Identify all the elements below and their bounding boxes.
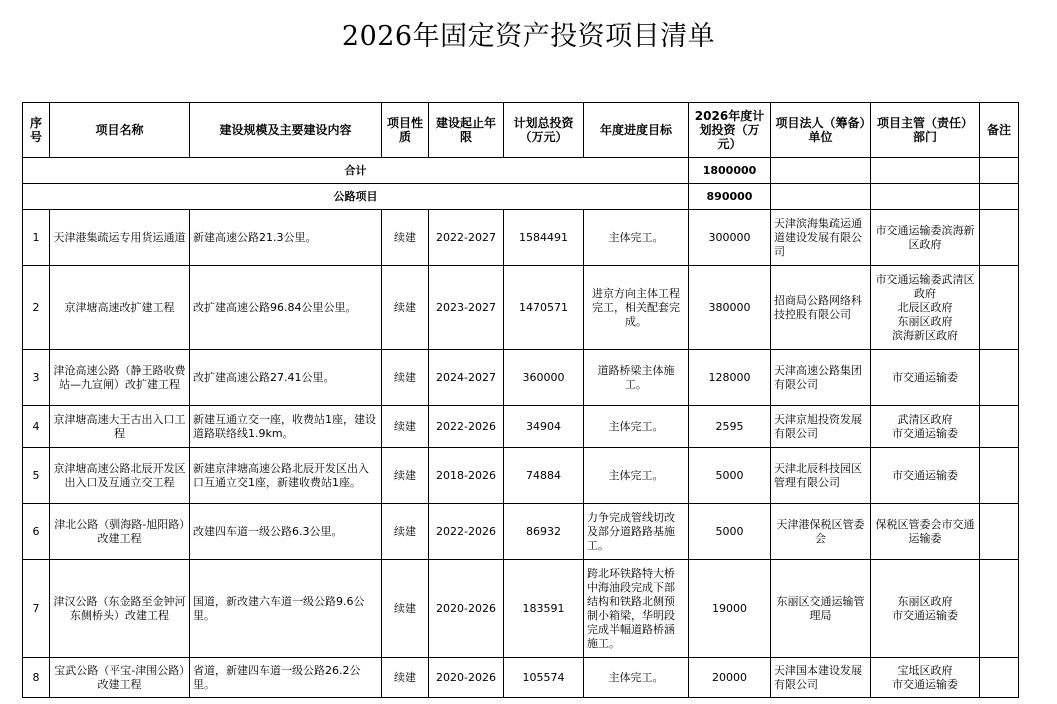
cell-dept: 市交通运输委滨海新区政府 xyxy=(871,210,980,266)
table-row xyxy=(23,560,1019,658)
cell-dept: 宝坻区政府 市交通运输委 xyxy=(871,658,980,698)
cell-total: 86932 xyxy=(504,504,584,560)
cell-owner: 天津国本建设发展有限公司 xyxy=(771,658,871,698)
cell-period: 2023-2027 xyxy=(429,266,504,350)
cell-owner: 天津港保税区管委会 xyxy=(771,504,871,560)
col-header-total: 计划总投资（万元） xyxy=(504,103,584,158)
cell-scale: 省道，新建四车道一级公路26.2公里。 xyxy=(190,658,382,698)
col-header-nature: 项目性质 xyxy=(382,103,429,158)
table-row xyxy=(23,658,1019,698)
cell-owner: 招商局公路网络科技控股有限公司 xyxy=(771,266,871,350)
cell-period: 2022-2027 xyxy=(429,210,504,266)
cell-scale: 改扩建高速公路27.41公里。 xyxy=(190,350,382,406)
section-value: 890000 xyxy=(689,184,771,210)
cell-goal: 力争完成管线切改及部分道路路基施工。 xyxy=(584,504,689,560)
cell-plan2026: 128000 xyxy=(689,350,771,406)
cell-seq: 7 xyxy=(23,560,50,658)
cell-plan2026: 2595 xyxy=(689,406,771,448)
table-row xyxy=(23,448,1019,504)
cell-total: 74884 xyxy=(504,448,584,504)
cell-goal: 进京方向主体工程完工，相关配套完成。 xyxy=(584,266,689,350)
cell-seq: 1 xyxy=(23,210,50,266)
cell-nature: 续建 xyxy=(382,504,429,560)
cell-dept: 武清区政府 市交通运输委 xyxy=(871,406,980,448)
section-label: 公路项目 xyxy=(23,184,689,210)
cell-scale: 改建四车道一级公路6.3公里。 xyxy=(190,504,382,560)
cell-total: 105574 xyxy=(504,658,584,698)
cell-note xyxy=(980,448,1019,504)
col-header-seq: 序号 xyxy=(23,103,50,158)
cell-dept: 市交通运输委武清区政府 北辰区政府 东丽区政府 滨海新区政府 xyxy=(871,266,980,350)
cell-goal: 主体完工。 xyxy=(584,658,689,698)
cell-goal: 主体完工。 xyxy=(584,210,689,266)
cell-scale: 新建高速公路21.3公里。 xyxy=(190,210,382,266)
cell-owner: 天津高速公路集团有限公司 xyxy=(771,350,871,406)
cell-period: 2022-2026 xyxy=(429,406,504,448)
cell-plan2026: 5000 xyxy=(689,448,771,504)
cell-dept: 市交通运输委 xyxy=(871,350,980,406)
cell-scale: 新建京津塘高速公路北辰开发区出入口互通立交1座，新建收费站1座。 xyxy=(190,448,382,504)
cell-total: 183591 xyxy=(504,560,584,658)
cell-plan2026: 19000 xyxy=(689,560,771,658)
cell-name: 京津塘高速大王古出入口工程 xyxy=(50,406,190,448)
cell-total: 1470571 xyxy=(504,266,584,350)
col-header-owner: 项目法人（筹备）单位 xyxy=(771,103,871,158)
section-row xyxy=(23,184,1019,210)
cell-period: 2020-2026 xyxy=(429,658,504,698)
col-header-goal: 年度进度目标 xyxy=(584,103,689,158)
cell-note xyxy=(980,658,1019,698)
cell-goal: 道路桥梁主体施工。 xyxy=(584,350,689,406)
summary-row xyxy=(23,158,1019,184)
cell-nature: 续建 xyxy=(382,210,429,266)
cell-plan2026: 20000 xyxy=(689,658,771,698)
cell-owner: 天津滨海集疏运通道建设发展有限公司 xyxy=(771,210,871,266)
cell-dept: 市交通运输委 xyxy=(871,448,980,504)
cell-total: 360000 xyxy=(504,350,584,406)
cell-name: 津北公路（驯海路-旭阳路）改建工程 xyxy=(50,504,190,560)
cell-nature: 续建 xyxy=(382,406,429,448)
cell-seq: 6 xyxy=(23,504,50,560)
cell-name: 津沧高速公路（静王路收费站—九宣闸）改扩建工程 xyxy=(50,350,190,406)
col-header-dept: 项目主管（责任）部门 xyxy=(871,103,980,158)
cell-note xyxy=(980,350,1019,406)
cell-nature: 续建 xyxy=(382,448,429,504)
summary-label: 合计 xyxy=(23,158,689,184)
table-header-row xyxy=(23,103,1019,158)
cell-name: 津汉公路（东金路至金钟河东侧桥头）改建工程 xyxy=(50,560,190,658)
cell-name: 宝武公路（平宝-津围公路）改建工程 xyxy=(50,658,190,698)
cell-period: 2020-2026 xyxy=(429,560,504,658)
cell-goal: 主体完工。 xyxy=(584,406,689,448)
col-header-scale: 建设规模及主要建设内容 xyxy=(190,103,382,158)
cell-note xyxy=(980,210,1019,266)
table-row xyxy=(23,406,1019,448)
cell-nature: 续建 xyxy=(382,350,429,406)
cell-nature: 续建 xyxy=(382,266,429,350)
cell-goal: 跨北环铁路特大桥中海油段完成下部结构和铁路北侧预制小箱梁，华明段完成半幅道路桥涵施工。 xyxy=(584,560,689,658)
cell-name: 京津塘高速改扩建工程 xyxy=(50,266,190,350)
cell-plan2026: 380000 xyxy=(689,266,771,350)
cell-name: 天津港集疏运专用货运通道 xyxy=(50,210,190,266)
summary-value: 1800000 xyxy=(689,158,771,184)
cell-owner: 天津京旭投资发展有限公司 xyxy=(771,406,871,448)
col-header-note: 备注 xyxy=(980,103,1019,158)
cell-period: 2024-2027 xyxy=(429,350,504,406)
table-row xyxy=(23,266,1019,350)
table-row xyxy=(23,210,1019,266)
cell-period: 2018-2026 xyxy=(429,448,504,504)
cell-owner: 东丽区交通运输管理局 xyxy=(771,560,871,658)
project-table xyxy=(22,102,1019,698)
col-header-name: 项目名称 xyxy=(50,103,190,158)
cell-seq: 2 xyxy=(23,266,50,350)
cell-seq: 8 xyxy=(23,658,50,698)
table-row xyxy=(23,504,1019,560)
cell-scale: 新建互通立交一座，收费站1座，建设道路联络线1.9km。 xyxy=(190,406,382,448)
cell-seq: 3 xyxy=(23,350,50,406)
cell-plan2026: 300000 xyxy=(689,210,771,266)
cell-name: 京津塘高速公路北辰开发区出入口及互通立交工程 xyxy=(50,448,190,504)
cell-period: 2022-2026 xyxy=(429,504,504,560)
cell-note xyxy=(980,560,1019,658)
cell-owner: 天津北辰科技园区管理有限公司 xyxy=(771,448,871,504)
page-title: 2026年固定资产投资项目清单 xyxy=(341,21,716,52)
cell-plan2026: 5000 xyxy=(689,504,771,560)
cell-note xyxy=(980,266,1019,350)
cell-total: 1584491 xyxy=(504,210,584,266)
cell-total: 34904 xyxy=(504,406,584,448)
cell-nature: 续建 xyxy=(382,658,429,698)
cell-scale: 国道，新改建六车道一级公路9.6公里。 xyxy=(190,560,382,658)
cell-seq: 5 xyxy=(23,448,50,504)
cell-dept: 东丽区政府 市交通运输委 xyxy=(871,560,980,658)
cell-seq: 4 xyxy=(23,406,50,448)
cell-note xyxy=(980,406,1019,448)
cell-goal: 主体完工。 xyxy=(584,448,689,504)
table-row xyxy=(23,350,1019,406)
cell-dept: 保税区管委会市交通运输委 xyxy=(871,504,980,560)
col-header-period: 建设起止年限 xyxy=(429,103,504,158)
col-header-plan2026: 2026年度计划投资（万元） xyxy=(689,103,771,158)
cell-scale: 改扩建高速公路96.84公里公里。 xyxy=(190,266,382,350)
cell-nature: 续建 xyxy=(382,560,429,658)
cell-note xyxy=(980,504,1019,560)
